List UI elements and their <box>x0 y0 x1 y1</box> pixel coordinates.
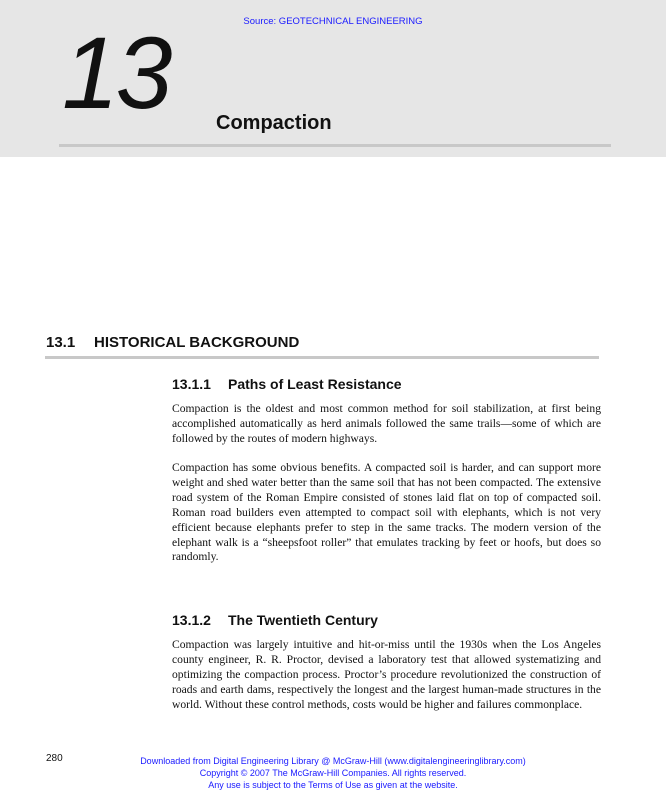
paragraph: Compaction has some obvious benefits. A compacted soil is harder, and can support more weight and shed water better than the same soil that has not been compacted. The extensive road system of the Roman Empire consisted of stones laid flat on top of compacted soil. Roman road builders even attempted to compact soil with elephants, which is not very efficient because elephants prefer to step in the same tracks. The modern version of the elephant walk is a “sheepsfoot roller” that emulates tracking by feet or hoofs, but does so randomly. <box>172 461 601 564</box>
subsection-title: The Twentieth Century <box>228 612 378 628</box>
subsection-number: 13.1.1 <box>172 376 211 392</box>
footer-copyright: Copyright © 2007 The McGraw-Hill Companies. All rights reserved. <box>199 768 467 778</box>
section-rule <box>45 356 599 359</box>
section-heading <box>46 334 299 351</box>
chapter-number: 13 <box>62 16 170 130</box>
section-title: HISTORICAL BACKGROUND <box>94 334 300 351</box>
paragraph: Compaction was largely intuitive and hit-or-miss until the 1930s when the Los Angeles county engineer, R. R. Proctor, devised a laboratory test that allowed systematizing and optimizing the compaction process. Proctor’s procedure revolutionized the construction of roads and earth dams, respectively the longest and the largest human-made structures in the world. Without these control methods, costs would be higher and failures commonplace. <box>172 638 601 711</box>
subsection-title: Paths of Least Resistance <box>228 376 402 392</box>
subsection-heading <box>172 376 402 392</box>
footer-download-link[interactable]: Downloaded from Digital Engineering Library @ McGraw-Hill (www.digitalengineeringlibrary.com) <box>140 756 526 766</box>
section-number: 13.1 <box>46 334 76 351</box>
subsection-heading <box>172 612 378 628</box>
paragraph: Compaction is the oldest and most common method for soil stabilization, at first being accomplished automatically as herd animals followed the same trails—some of which are followed by the routes of modern highways. <box>172 402 601 445</box>
page-number: 280 <box>46 753 63 764</box>
source-line: Source: GEOTECHNICAL ENGINEERING <box>243 16 423 27</box>
chapter-title: Compaction <box>216 112 332 134</box>
chapter-rule <box>59 144 611 147</box>
subsection-number: 13.1.2 <box>172 612 211 628</box>
footer-terms: Any use is subject to the Terms of Use as given at the website. <box>208 780 458 790</box>
